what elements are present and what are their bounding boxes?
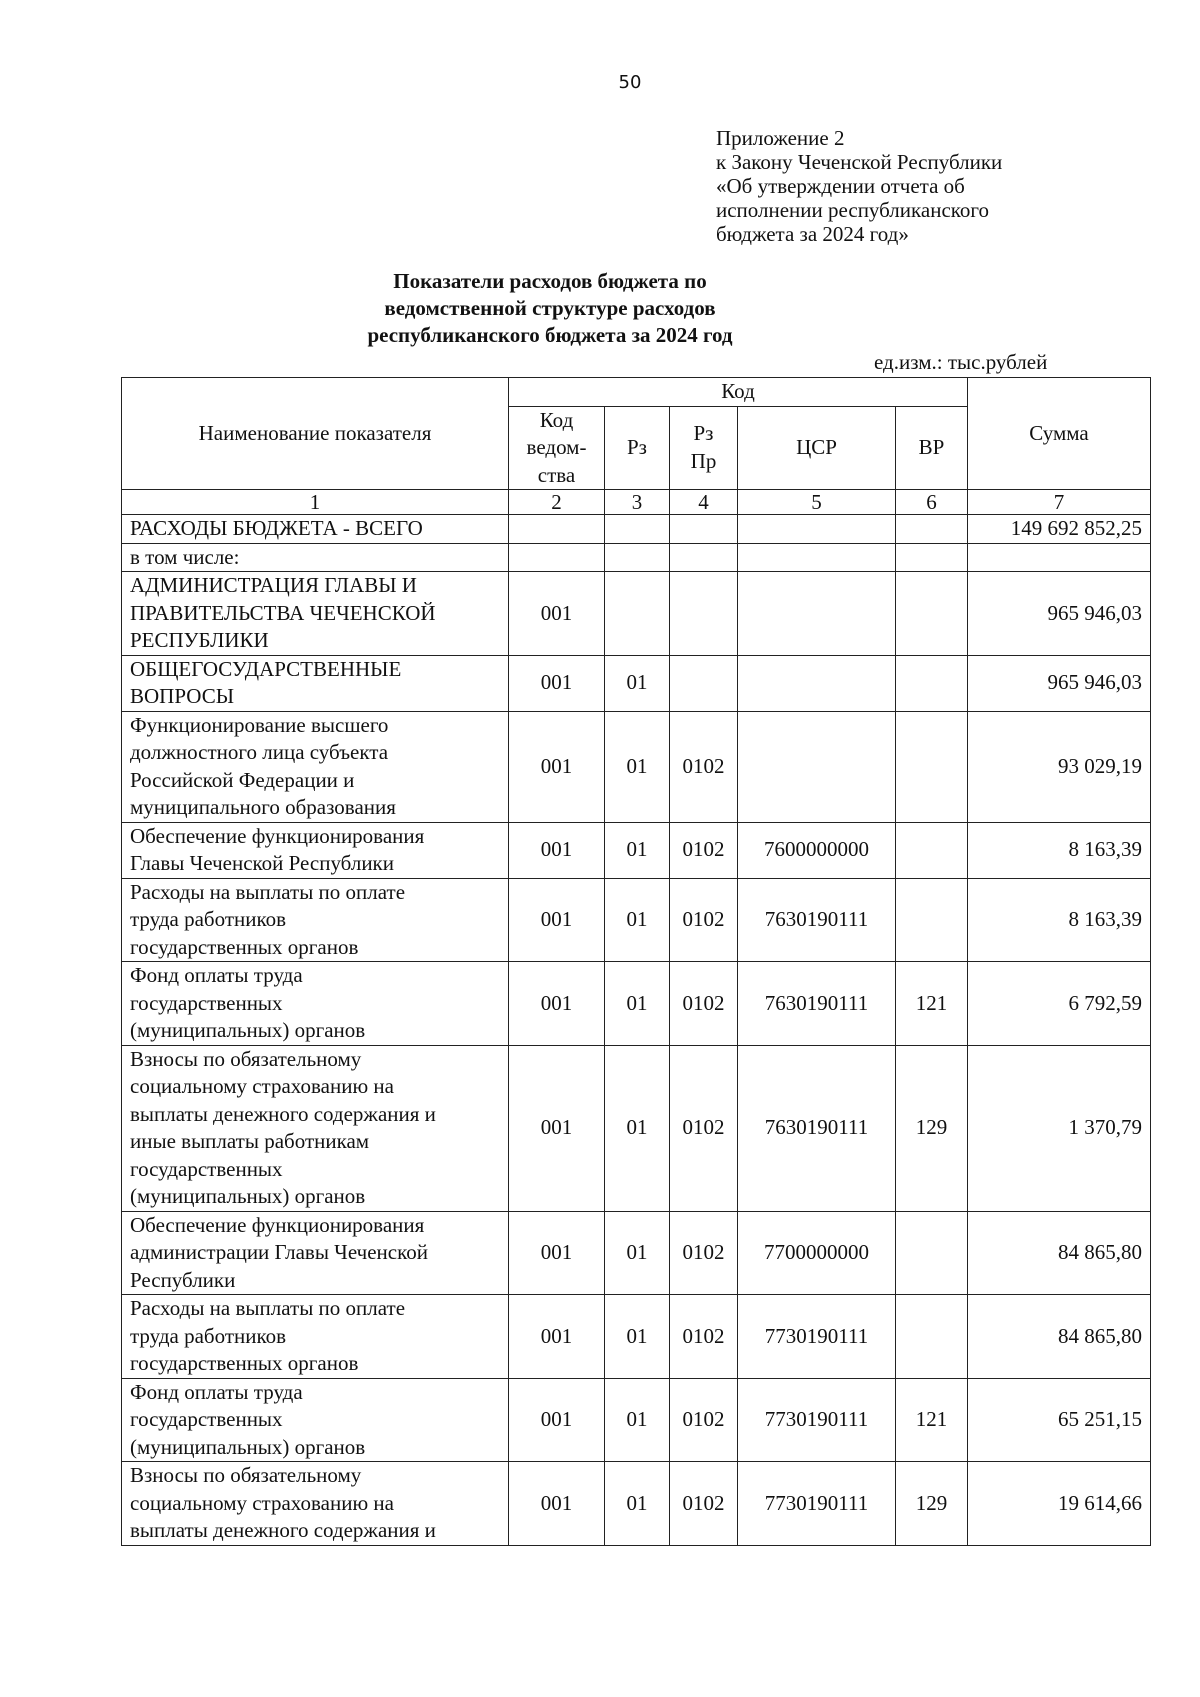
- table-row: [122, 543, 1151, 572]
- column-number: 4: [670, 490, 738, 515]
- cell-name-line: государственных: [130, 990, 283, 1015]
- page-number: 50: [618, 72, 642, 93]
- column-number-row: [122, 490, 1151, 515]
- units-label: ед.изм.: тыс.рублей: [874, 350, 1048, 374]
- cell-name-line: (муниципальных) органов: [130, 1018, 366, 1042]
- cell-name-line: социальному страхованию на: [130, 1074, 394, 1098]
- cell-rz: 01: [605, 1295, 670, 1379]
- header-line: ства: [537, 462, 576, 487]
- cell-sum: 84 865,80: [968, 1211, 1151, 1295]
- cell-name: [122, 543, 509, 572]
- cell-rzpr: 0102: [670, 1045, 738, 1211]
- cell-rzpr: [670, 655, 738, 711]
- cell-name-line: Расходы на выплаты по оплате: [130, 879, 406, 904]
- cell-sum: 8 163,39: [968, 878, 1151, 962]
- cell-name: [122, 878, 509, 962]
- cell-sum: [968, 543, 1151, 572]
- cell-vr: [896, 822, 968, 878]
- cell-name-line: администрации Главы Чеченской: [130, 1240, 428, 1264]
- header-name: Наименование показателя: [122, 378, 509, 490]
- cell-vr: [896, 1295, 968, 1379]
- cell-rzpr: 0102: [670, 711, 738, 822]
- cell-rz: 01: [605, 655, 670, 711]
- cell-csr: 7730190111: [738, 1378, 896, 1462]
- cell-name-line: выплаты денежного содержания и: [130, 1518, 436, 1542]
- cell-rz: 01: [605, 878, 670, 962]
- cell-rzpr: 0102: [670, 962, 738, 1046]
- cell-sum: 1 370,79: [968, 1045, 1151, 1211]
- cell-csr: 7730190111: [738, 1462, 896, 1546]
- appendix-line: к Закону Чеченской Республики: [716, 150, 1003, 174]
- cell-name: [122, 1295, 509, 1379]
- cell-sum: 8 163,39: [968, 822, 1151, 878]
- table-row: [122, 572, 1151, 656]
- cell-csr: [738, 543, 896, 572]
- cell-name-line: государственных органов: [130, 1351, 359, 1375]
- cell-sum: 84 865,80: [968, 1295, 1151, 1379]
- column-number: 2: [509, 490, 605, 515]
- appendix-line: бюджета за 2024 год»: [716, 222, 909, 246]
- cell-dept-code: 001: [509, 822, 605, 878]
- header-vr: ВР: [896, 406, 968, 490]
- cell-name-line: труда работников: [130, 907, 287, 931]
- cell-dept-code: [509, 515, 605, 544]
- cell-name-line: государственных: [130, 1156, 283, 1181]
- cell-rzpr: 0102: [670, 1378, 738, 1462]
- header-line: Рз: [693, 421, 714, 446]
- cell-name-line: в том числе:: [130, 544, 240, 569]
- cell-name: [122, 962, 509, 1046]
- title-line: Показатели расходов бюджета по: [393, 269, 707, 293]
- appendix-line: «Об утверждении отчета об: [716, 174, 965, 198]
- cell-sum: 6 792,59: [968, 962, 1151, 1046]
- cell-rz: 01: [605, 711, 670, 822]
- cell-name-line: Функционирование высшего: [130, 712, 389, 737]
- header-line: ведом-: [526, 435, 587, 459]
- header-sum: Сумма: [968, 378, 1151, 490]
- column-number: 5: [738, 490, 896, 515]
- cell-name-line: Главы Чеченской Республики: [130, 851, 394, 875]
- cell-rz: 01: [605, 962, 670, 1046]
- cell-name-line: Взносы по обязательному: [130, 1463, 362, 1487]
- column-number: 3: [605, 490, 670, 515]
- title-line: ведомственной структуре расходов: [384, 296, 716, 320]
- cell-sum: 149 692 852,25: [968, 515, 1151, 544]
- cell-vr: [896, 1211, 968, 1295]
- cell-name: [122, 1045, 509, 1211]
- cell-rz: 01: [605, 1211, 670, 1295]
- column-number: 6: [896, 490, 968, 515]
- column-number: 7: [968, 490, 1151, 515]
- cell-name-line: Фонд оплаты труда: [130, 1379, 303, 1404]
- cell-name: [122, 1378, 509, 1462]
- header-rzpr: [670, 406, 738, 490]
- cell-csr: [738, 711, 896, 822]
- table-row: [122, 822, 1151, 878]
- header-row: [122, 378, 1151, 407]
- cell-name-line: (муниципальных) органов: [130, 1434, 366, 1459]
- cell-dept-code: 001: [509, 878, 605, 962]
- cell-rz: 01: [605, 822, 670, 878]
- cell-name: [122, 822, 509, 878]
- cell-dept-code: 001: [509, 1045, 605, 1211]
- cell-sum: 93 029,19: [968, 711, 1151, 822]
- cell-name-line: государственных органов: [130, 934, 359, 959]
- cell-vr: [896, 711, 968, 822]
- cell-vr: 129: [896, 1462, 968, 1546]
- cell-dept-code: 001: [509, 655, 605, 711]
- cell-rz: 01: [605, 1378, 670, 1462]
- table-row: [122, 1045, 1151, 1211]
- cell-name-line: труда работников: [130, 1323, 287, 1348]
- appendix-line: Приложение 2: [716, 126, 845, 150]
- cell-name-line: Обеспечение функционирования: [130, 1212, 425, 1237]
- header-line: Пр: [690, 448, 717, 473]
- cell-name-line: РЕСПУБЛИКИ: [130, 628, 269, 652]
- cell-name: [122, 1211, 509, 1295]
- table-row: [122, 962, 1151, 1046]
- cell-vr: 121: [896, 1378, 968, 1462]
- cell-vr: [896, 543, 968, 572]
- cell-rz: [605, 572, 670, 656]
- cell-rzpr: 0102: [670, 878, 738, 962]
- budget-table-body: [122, 515, 1151, 1546]
- table-row: [122, 1295, 1151, 1379]
- cell-dept-code: 001: [509, 572, 605, 656]
- header-code-group: Код: [509, 378, 968, 407]
- cell-rz: [605, 515, 670, 544]
- cell-name-line: муниципального образования: [130, 795, 396, 819]
- cell-name-line: государственных: [130, 1407, 283, 1431]
- table-row: [122, 1462, 1151, 1546]
- cell-csr: 7600000000: [738, 822, 896, 878]
- cell-name-line: ОБЩЕГОСУДАРСТВЕННЫЕ: [130, 656, 402, 681]
- cell-name-line: ВОПРОСЫ: [130, 684, 235, 708]
- cell-csr: 7630190111: [738, 962, 896, 1046]
- document-title: [300, 268, 800, 349]
- cell-rzpr: 0102: [670, 1211, 738, 1295]
- cell-rzpr: 0102: [670, 822, 738, 878]
- header-rz: Рз: [605, 406, 670, 490]
- cell-name-line: ПРАВИТЕЛЬСТВА ЧЕЧЕНСКОЙ: [130, 600, 436, 625]
- cell-vr: 129: [896, 1045, 968, 1211]
- cell-vr: 121: [896, 962, 968, 1046]
- cell-csr: 7630190111: [738, 878, 896, 962]
- header-csr: ЦСР: [738, 406, 896, 490]
- cell-csr: 7630190111: [738, 1045, 896, 1211]
- cell-dept-code: 001: [509, 1211, 605, 1295]
- table-row: [122, 711, 1151, 822]
- cell-name-line: иные выплаты работникам: [130, 1129, 370, 1153]
- header-line: Код: [539, 407, 574, 432]
- table-row: [122, 878, 1151, 962]
- cell-dept-code: 001: [509, 1462, 605, 1546]
- cell-rzpr: [670, 572, 738, 656]
- appendix-line: исполнении республиканского: [716, 198, 990, 222]
- cell-sum: 965 946,03: [968, 572, 1151, 656]
- appendix-note: [716, 126, 1002, 246]
- cell-name-line: должностного лица субъекта: [130, 740, 389, 764]
- cell-name: [122, 572, 509, 656]
- cell-name-line: Расходы на выплаты по оплате: [130, 1296, 406, 1320]
- cell-dept-code: 001: [509, 962, 605, 1046]
- cell-name: [122, 655, 509, 711]
- cell-rzpr: [670, 543, 738, 572]
- header-dept-code: [509, 406, 605, 490]
- cell-name-line: Российской Федерации и: [130, 767, 355, 792]
- cell-csr: [738, 515, 896, 544]
- cell-rz: [605, 543, 670, 572]
- cell-name-line: Взносы по обязательному: [130, 1046, 362, 1071]
- cell-name-line: социальному страхованию на: [130, 1490, 394, 1515]
- table-row: [122, 515, 1151, 544]
- cell-name-line: РАСХОДЫ БЮДЖЕТА - ВСЕГО: [130, 516, 423, 540]
- cell-csr: 7730190111: [738, 1295, 896, 1379]
- cell-rz: 01: [605, 1462, 670, 1546]
- title-line: республиканского бюджета за 2024 год: [367, 323, 733, 347]
- cell-name-line: Фонд оплаты труда: [130, 963, 303, 987]
- cell-name-line: АДМИНИСТРАЦИЯ ГЛАВЫ И: [130, 573, 417, 597]
- cell-rzpr: 0102: [670, 1295, 738, 1379]
- cell-vr: [896, 655, 968, 711]
- cell-name: [122, 711, 509, 822]
- cell-dept-code: 001: [509, 1295, 605, 1379]
- cell-sum: 19 614,66: [968, 1462, 1151, 1546]
- budget-table: [121, 377, 1151, 1546]
- cell-dept-code: 001: [509, 1378, 605, 1462]
- cell-dept-code: 001: [509, 711, 605, 822]
- cell-vr: [896, 515, 968, 544]
- cell-vr: [896, 572, 968, 656]
- table-row: [122, 655, 1151, 711]
- cell-name-line: выплаты денежного содержания и: [130, 1101, 436, 1126]
- cell-csr: [738, 655, 896, 711]
- cell-dept-code: [509, 543, 605, 572]
- cell-rz: 01: [605, 1045, 670, 1211]
- cell-name-line: Обеспечение функционирования: [130, 823, 425, 848]
- table-row: [122, 1378, 1151, 1462]
- cell-name: [122, 515, 509, 544]
- cell-sum: 65 251,15: [968, 1378, 1151, 1462]
- column-number: 1: [122, 490, 509, 515]
- cell-rzpr: 0102: [670, 1462, 738, 1546]
- cell-csr: [738, 572, 896, 656]
- cell-csr: 7700000000: [738, 1211, 896, 1295]
- cell-name: [122, 1462, 509, 1546]
- cell-name-line: Республики: [130, 1267, 236, 1292]
- cell-sum: 965 946,03: [968, 655, 1151, 711]
- cell-rzpr: [670, 515, 738, 544]
- cell-name-line: (муниципальных) органов: [130, 1184, 366, 1208]
- cell-vr: [896, 878, 968, 962]
- table-row: [122, 1211, 1151, 1295]
